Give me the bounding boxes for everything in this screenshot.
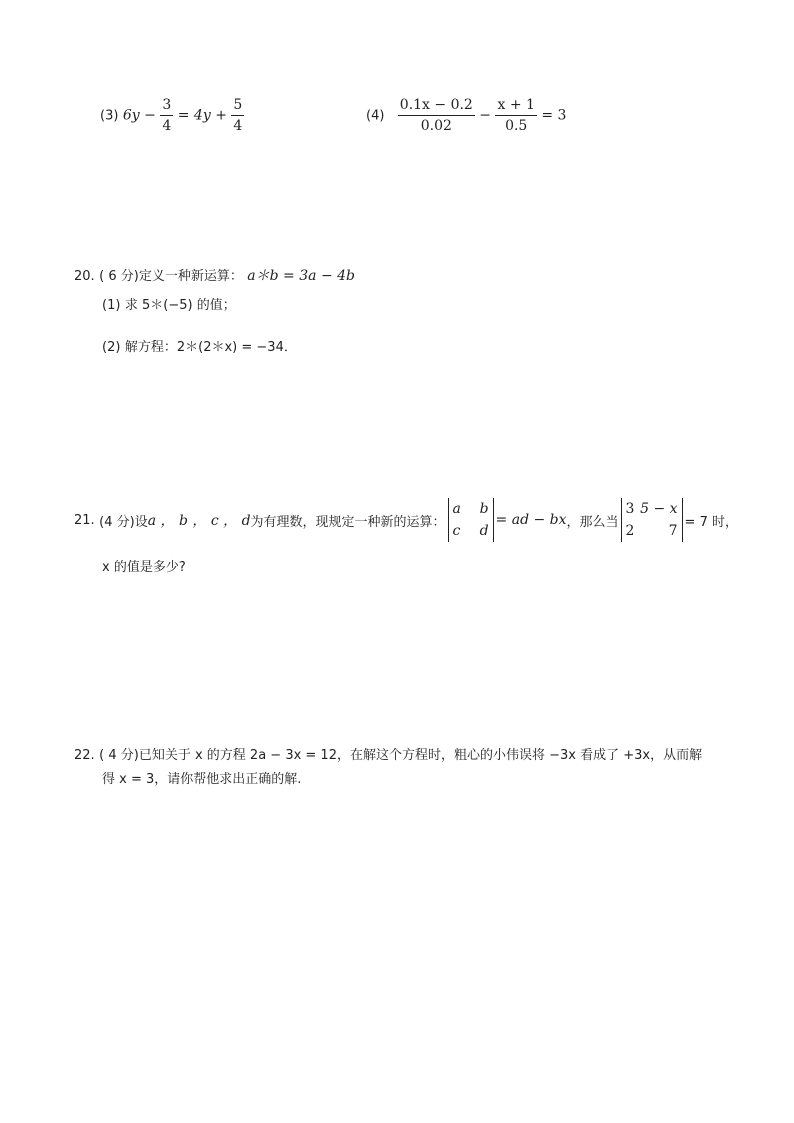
det-d: d — [479, 523, 489, 539]
q19-part4-label: (4) — [366, 108, 385, 124]
fraction-numerator: 5 — [231, 96, 244, 116]
q21-number: 21. — [74, 512, 95, 528]
q22-number: 22. — [74, 748, 95, 763]
q19-part4-fraction1 — [398, 96, 475, 135]
det-c: c — [452, 523, 461, 539]
q19-part3-minus: − — [144, 107, 156, 124]
q20-sub2 — [102, 336, 297, 355]
q19-part3-fraction2 — [231, 96, 244, 135]
det-d: 7 — [668, 523, 678, 539]
q22-line2: 得 x = 3，请你帮他求出正确的解. — [102, 772, 302, 787]
q19-part3-label: (3) — [100, 108, 119, 124]
q21-definition-rhs: = ad − bx — [495, 512, 567, 528]
fraction-numerator: 3 — [160, 96, 173, 116]
q21-points: (4 分) — [99, 514, 135, 530]
q19-part3 — [100, 96, 244, 135]
det-c: 2 — [625, 523, 635, 539]
q20-sub1-label: (1) — [102, 298, 121, 313]
q19-part3-lhs: 6y — [122, 107, 140, 124]
fraction-denominator: 4 — [233, 118, 243, 134]
q19-part3-equals: = — [177, 107, 190, 124]
q20-points: ( 6 分) — [99, 269, 139, 284]
q22-stem — [74, 744, 702, 763]
fraction-numerator: 0.1x − 0.2 — [398, 96, 475, 116]
det-a: 3 — [625, 501, 635, 517]
q21-stem-b: 为有理数，现规定一种新的运算： — [250, 514, 446, 530]
q19-part3-rhs: 4y — [193, 107, 211, 124]
q19-part3-plus: + — [215, 107, 227, 124]
q19-part4-minus: − — [479, 107, 492, 124]
q19-part3-fraction1 — [160, 96, 173, 135]
q19-part4-rhs: = 3 — [541, 107, 567, 124]
q20-stem-text: 定义一种新运算： — [138, 269, 243, 284]
q21-condition-rhs: = 7 时， — [684, 514, 738, 530]
q20-formula: a＊b = 3a − 4b — [247, 268, 355, 284]
det-b: b — [479, 501, 489, 517]
fraction-numerator: x + 1 — [495, 96, 536, 116]
q20-stem — [74, 265, 355, 285]
q21-determinant-definition — [448, 498, 494, 542]
fraction-denominator: 0.02 — [420, 118, 452, 134]
q20-sub2-text: 解方程：2＊(2＊x) = −34． — [124, 340, 297, 355]
det-a: a — [452, 501, 461, 517]
q19-part4-fraction2 — [495, 96, 536, 135]
q21-stem — [74, 498, 738, 542]
q22-points: ( 4 分) — [99, 748, 139, 763]
q19-part4 — [366, 96, 566, 135]
q22-line1: 已知关于 x 的方程 2a − 3x = 12，在解这个方程时，粗心的小伟误将 −3x 看成了 +3x，从而解 — [138, 748, 703, 763]
q21-stem-c: ，那么当 — [566, 514, 619, 530]
q21-line2: x 的值是多少? — [102, 560, 186, 575]
fraction-denominator: 0.5 — [505, 118, 528, 134]
q20-sub2-label: (2) — [102, 340, 121, 355]
q20-number: 20. — [74, 269, 95, 284]
q20-sub1 — [102, 294, 236, 313]
q21-stem-a: 设 — [134, 514, 148, 530]
fraction-denominator: 4 — [162, 118, 172, 134]
det-b: 5 − x — [640, 501, 678, 517]
q20-sub1-text: 求 5＊(−5) 的值； — [124, 298, 236, 313]
q21-determinant-condition — [621, 498, 683, 542]
q21-vars: a ， b ， c ， d — [147, 513, 251, 529]
